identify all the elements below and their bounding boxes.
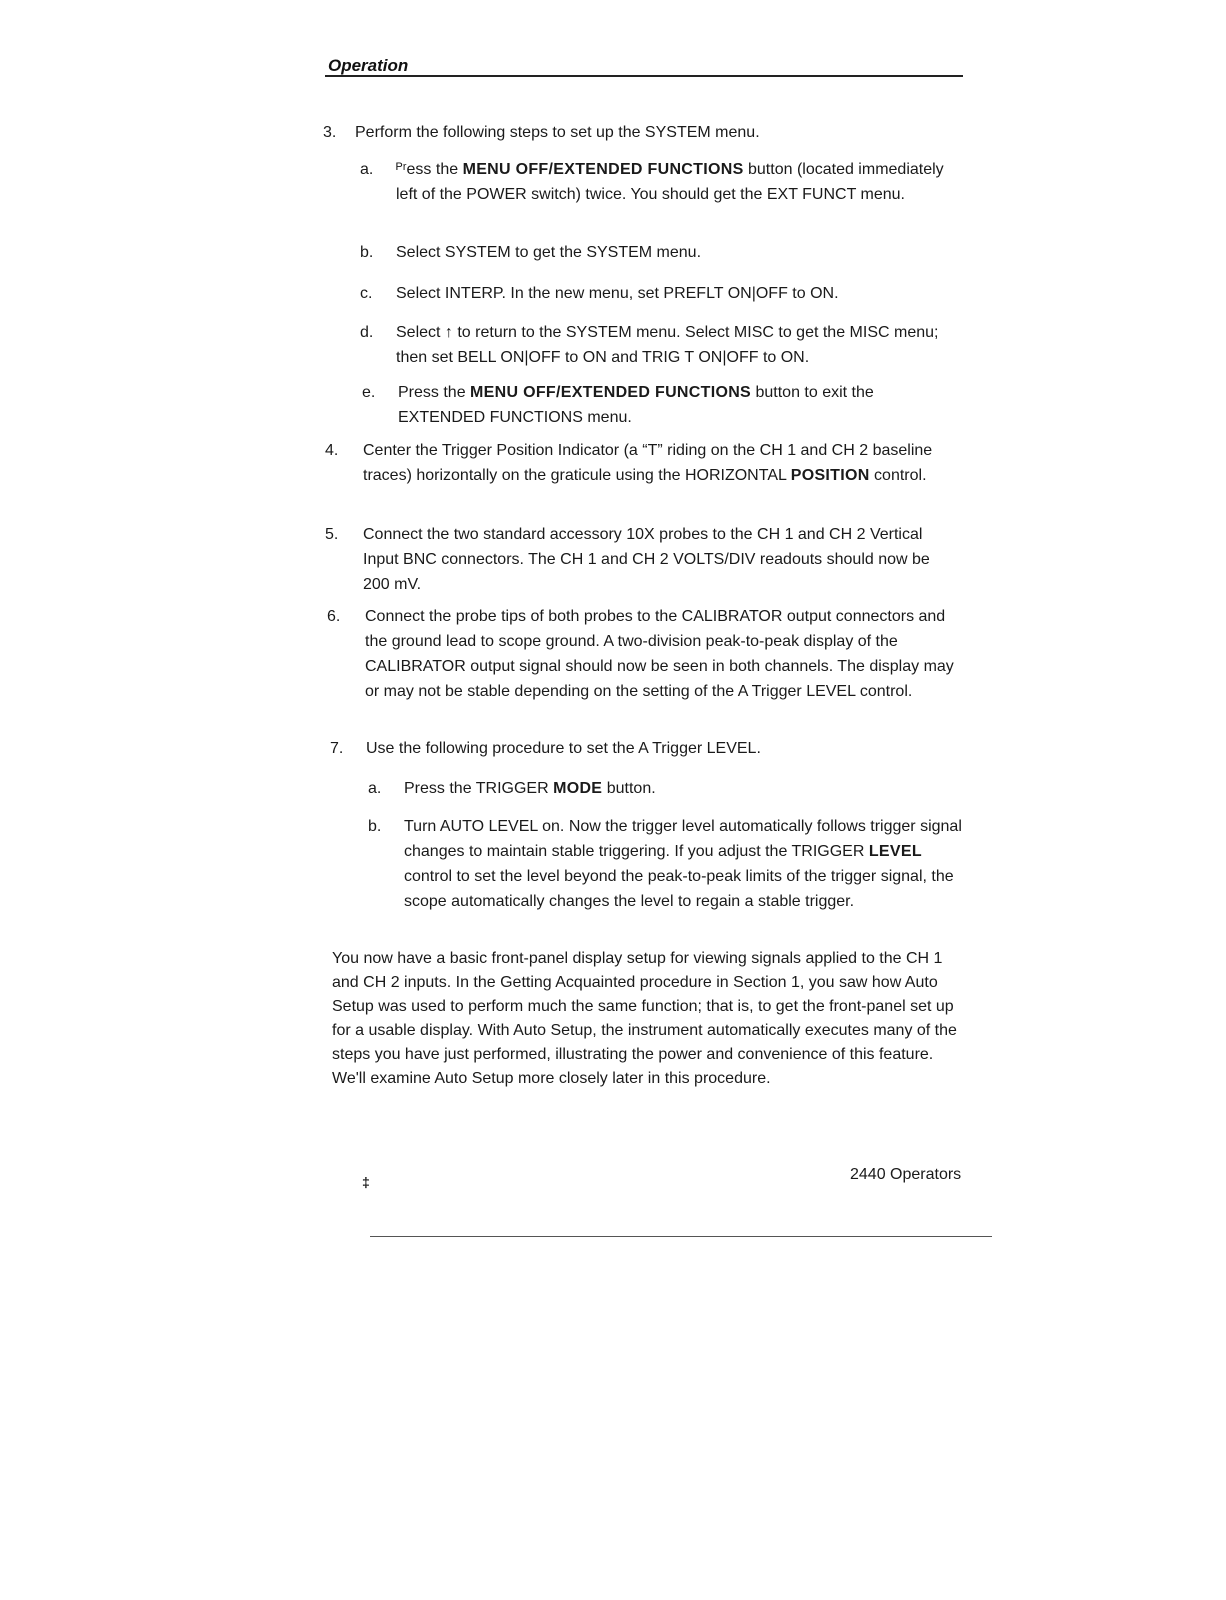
page-header-title: Operation: [328, 56, 409, 75]
step-7a-text: Press the TRIGGER MODE button.: [404, 780, 656, 797]
step-7b-label: b.: [368, 818, 382, 835]
step-5-number: 5.: [325, 526, 339, 543]
step-3-text: Perform the following steps to set up the SYSTEM menu.: [355, 124, 760, 141]
step-7a-label: a.: [368, 780, 382, 797]
step-3e-label: e.: [362, 384, 376, 401]
step-3a-label: a.: [360, 161, 374, 178]
step-6-number: 6.: [327, 608, 341, 625]
step-3b-label: b.: [360, 244, 374, 261]
step-4-text: Center the Trigger Position Indicator (a “T” riding on the CH 1 and CH 2 baseline traces) horizontally on the graticule using the HORIZONTAL POSITION control.: [363, 442, 933, 484]
step-3b-text: Select SYSTEM to get the SYSTEM menu.: [396, 244, 702, 261]
step-7b-text: Turn AUTO LEVEL on. Now the trigger level automatically follows trigger signal changes to maintain stable triggering. If you adjust the TRIGGER LEVEL control to set the level beyond the peak-to-peak limits of the trigger signal, the scope automatically changes the level to regain a stable trigger.: [404, 818, 962, 910]
step-6-text: Connect the probe tips of both probes to the CALIBRATOR output connectors and the ground lead to scope ground. A two-division peak-to-peak display of the CALIBRATOR output signal should now be seen in both channels. The display may or may not be stable depending on the setting of the A Trigger LEVEL control.: [365, 608, 954, 700]
step-3a-text: ᴾʳess the MENU OFF/EXTENDED FUNCTIONS button (located immediately left of the POWER switch) twice. You should get the EXT FUNCT menu.: [396, 161, 944, 203]
step-4-number: 4.: [325, 442, 339, 459]
step-5-text: Connect the two standard accessory 10X probes to the CH 1 and CH 2 Vertical Input BNC connectors. The CH 1 and CH 2 VOLTS/DIV readouts should now be 200 mV.: [363, 526, 930, 593]
step-3d-label: d.: [360, 324, 374, 341]
footer-mark: ‡: [362, 1174, 370, 1190]
step-3d-text: Select ↑ to return to the SYSTEM menu. Select MISC to get the MISC menu; then set BELL ON|OFF to ON and TRIG T ON|OFF to ON.: [396, 324, 939, 366]
step-7-text: Use the following procedure to set the A Trigger LEVEL.: [366, 740, 761, 757]
step-3e-text: Press the MENU OFF/EXTENDED FUNCTIONS button to exit the EXTENDED FUNCTIONS menu.: [398, 384, 874, 426]
footer-divider: [370, 1236, 992, 1237]
step-3-number: 3.: [323, 124, 337, 141]
footer-document-title: 2440 Operators: [850, 1166, 962, 1183]
step-7-number: 7.: [330, 740, 344, 757]
header-divider: [325, 75, 963, 77]
step-3c-label: c.: [360, 285, 373, 302]
step-3c-text: Select INTERP. In the new menu, set PREFLT ON|OFF to ON.: [396, 285, 839, 302]
closing-paragraph: You now have a basic front-panel display setup for viewing signals applied to the CH 1 and CH 2 inputs. In the Getting Acquainted procedure in Section 1, you saw how Auto Setup was used to perform much the same function; that is, to get the front-panel set up for a usable display. With Auto Setup, the instrument automatically executes many of the steps you have just performed, illustrating the power and convenience of this feature. We'll examine Auto Setup more closely later in this procedure.: [332, 950, 957, 1087]
